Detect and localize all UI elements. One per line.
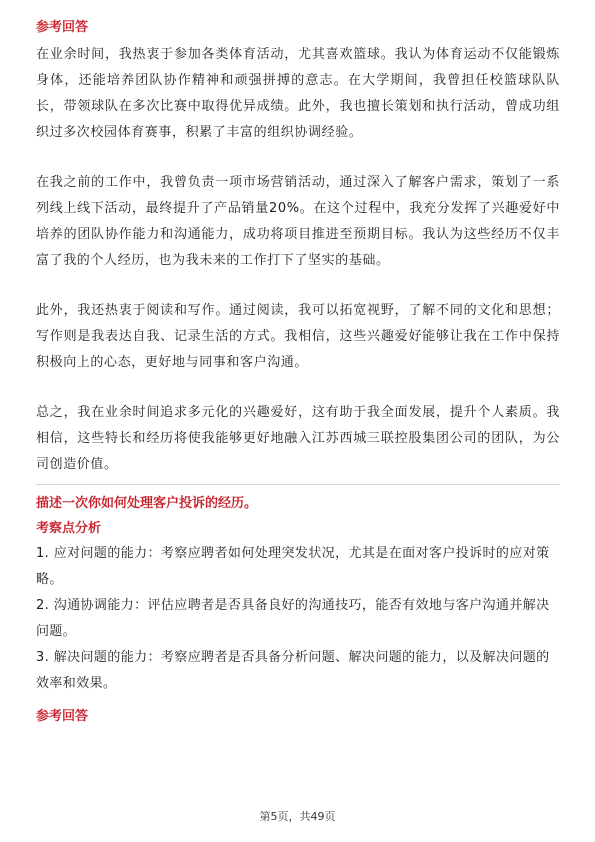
question-title: 描述一次你如何处理客户投诉的经历。 (36, 496, 258, 511)
answer-heading-2: 参考回答 (36, 709, 89, 724)
section-divider (36, 484, 560, 485)
page-content (36, 18, 560, 727)
analysis-item-3: 3. 解决问题的能力：考察应聘者是否具备分析问题、解决问题的能力，以及解决问题的效率和效果。 (36, 650, 550, 691)
analysis-item-2: 2. 沟通协调能力：评估应聘者是否具备良好的沟通技巧，能否有效地与客户沟通并解决问题。 (36, 598, 550, 639)
answer-paragraph-2: 在我之前的工作中，我曾负责一项市场营销活动，通过深入了解客户需求，策划了一系列线上线下活动，最终提升了产品销量20%。在这个过程中，我充分发挥了兴趣爱好中培养的团队协作能力和沟通能力，成功将项目推进至预期目标。我认为这些经历不仅丰富了我的个人经历，也为我未来的工作打下了坚实的基础。 (36, 175, 560, 268)
analysis-item-1: 1. 应对问题的能力：考察应聘者如何处理突发状况，尤其是在面对客户投诉时的应对策略。 (36, 546, 550, 587)
answer-paragraph-4: 总之，我在业余时间追求多元化的兴趣爱好，这有助于我全面发展，提升个人素质。我相信，这些特长和经历将使我能够更好地融入江苏西城三联控股集团公司的团队，为公司创造价值。 (36, 405, 560, 472)
analysis-heading: 考察点分析 (36, 521, 102, 536)
page-footer: 第5页，共49页 (259, 810, 336, 823)
answer-paragraph-3: 此外，我还热衷于阅读和写作。通过阅读，我可以拓宽视野，了解不同的文化和思想；写作则是我表达自我、记录生活的方式。我相信，这些兴趣爱好能够让我在工作中保持积极向上的心态，更好地与同事和客户沟通。 (36, 303, 560, 370)
answer-heading: 参考回答 (36, 20, 89, 35)
answer-paragraph-1: 在业余时间，我热衷于参加各类体育活动，尤其喜欢篮球。我认为体育运动不仅能锻炼身体，还能培养团队协作精神和顽强拼搏的意志。在大学期间，我曾担任校篮球队队长，带领球队在多次比赛中取得优异成绩。此外，我也擅长策划和执行活动，曾成功组织过多次校园体育赛事，积累了丰富的组织协调经验。 (36, 47, 560, 140)
